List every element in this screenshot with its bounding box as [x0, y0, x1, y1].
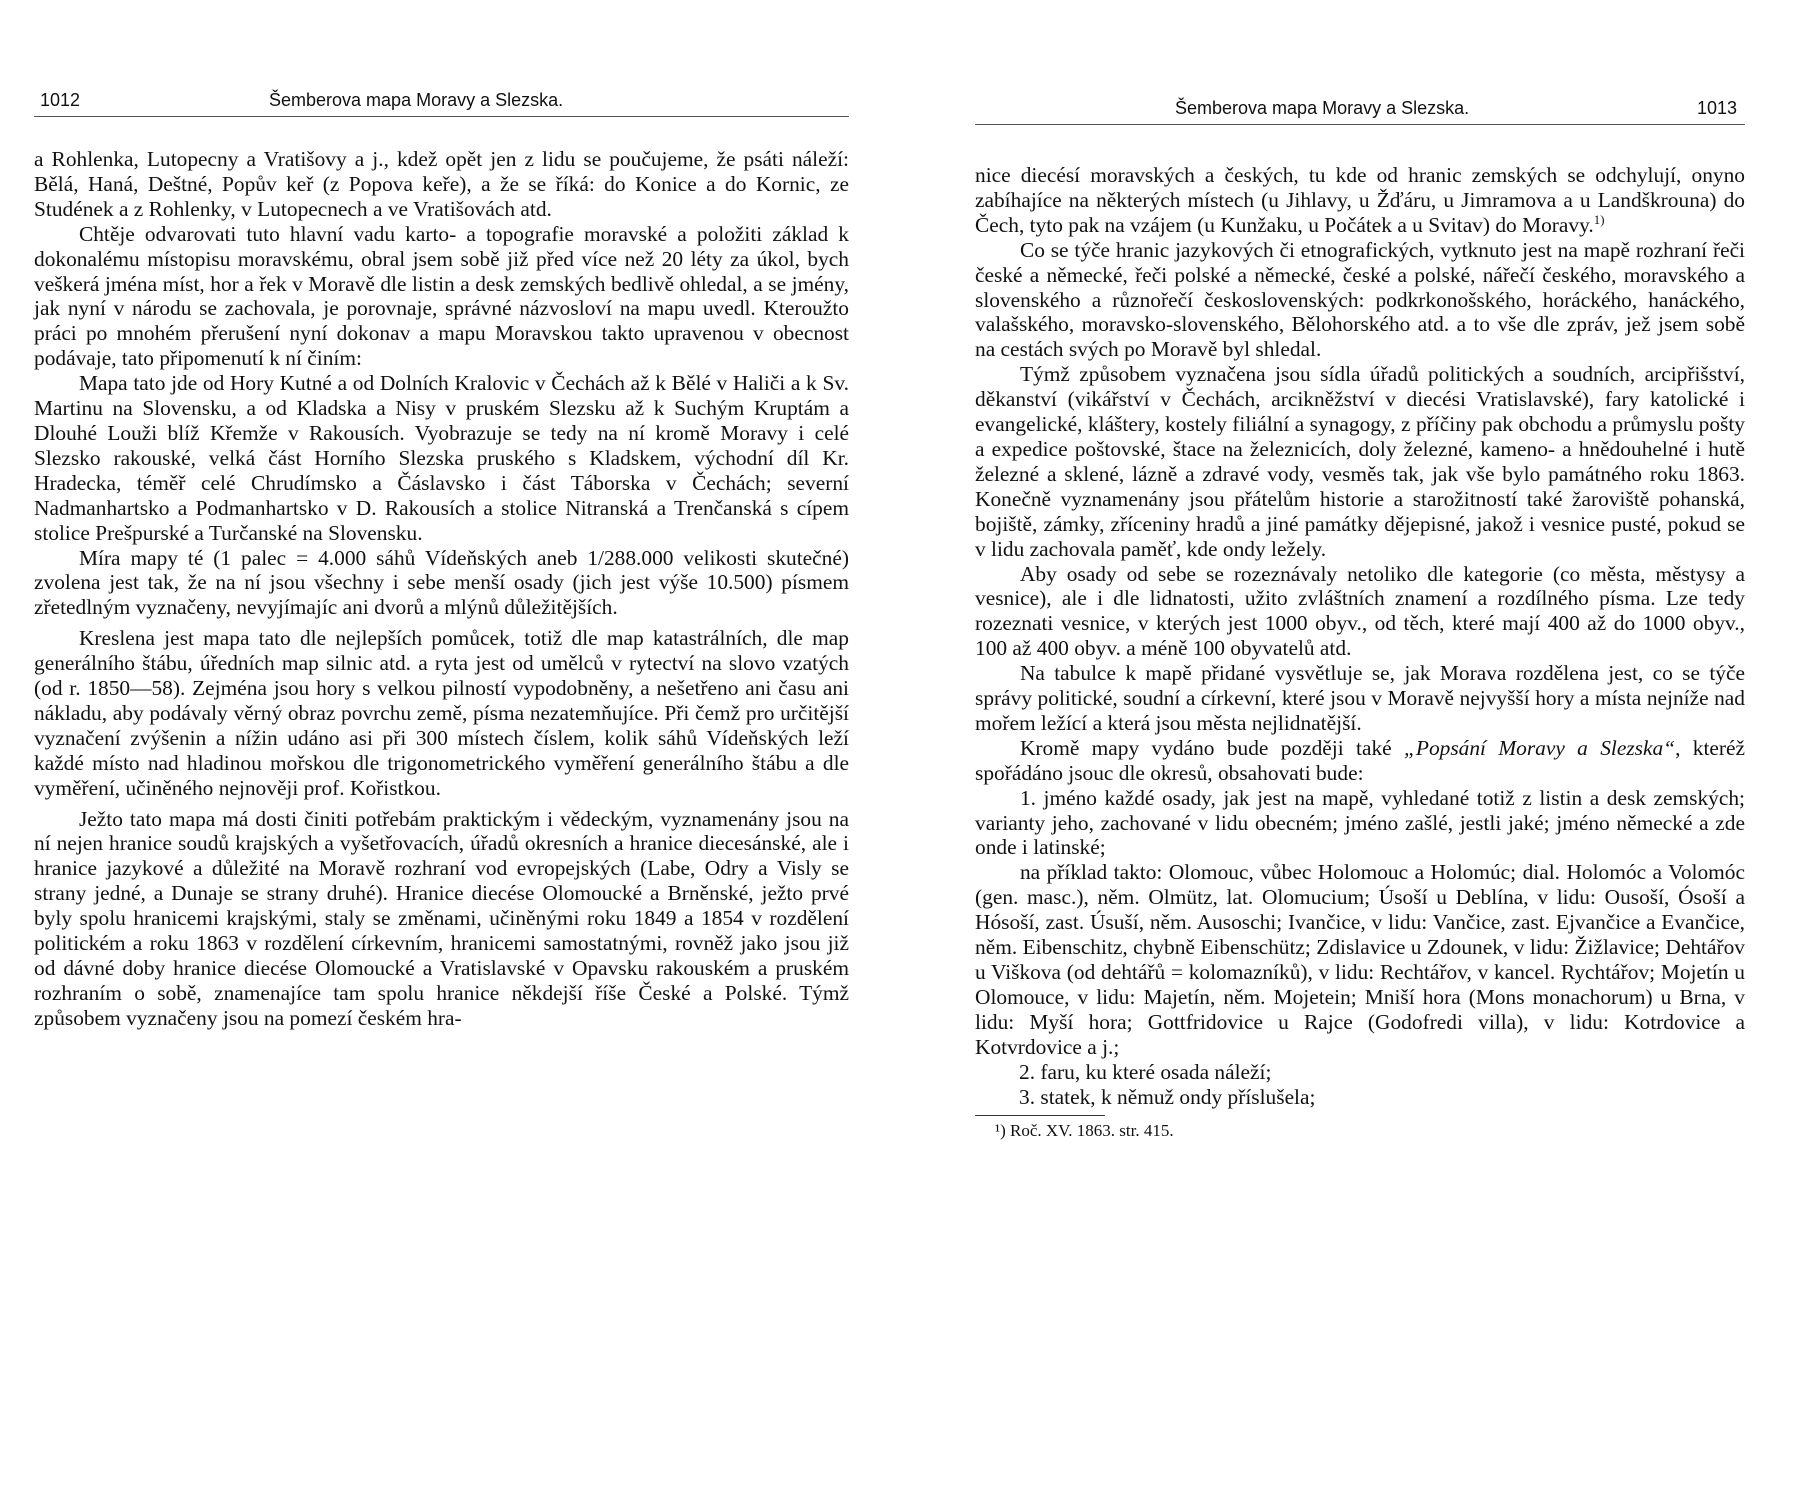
- footnote: ¹) Roč. XV. 1863. str. 415.: [995, 1121, 1174, 1141]
- right-paragraph-1-text: nice diecésí moravských a českých, tu kde od hranic zemských se odchylují, onyno zabíhajíce na některých místech (u Jihlavy, u Žďáru, u Jimramova a u Landškrouna) do Čech, tyto pak na vzájem (u Kunžaku, u Počátek a u Svitav) do Moravy.: [975, 163, 1745, 237]
- popsani-rest: , kteréž spořádáno jsouc dle okresů, obsahovati bude:: [975, 735, 1745, 785]
- right-paragraph-1: [975, 163, 1745, 238]
- left-page-header: [34, 88, 849, 117]
- right-running-title: Šemberova mapa Moravy a Slezska.: [1175, 98, 1470, 118]
- left-paragraph-2: Chtěje odvarovati tuto hlavní vadu karto- a topografie moravské a položiti základ k dokonalému místopisu moravskému, obral jsem sobě již před více než 20 léty za úkol, bych veškerá jména míst, hor a řek v Moravě dle listin a desk zemských bedlivě ohledal, a se jmény, jak nyní v národu se zachovala, je porovnaje, správné názvosloví na mapu uvedl. Kteroužto práci po mnohém přerušení nyní dokonav a mapu Moravskou takto upravenou v obecnost podávaje, tato připomenutí k ní činím:: [34, 221, 849, 371]
- right-page-body: [975, 163, 1745, 1142]
- left-paragraph-3: Mapa tato jde od Hory Kutné a od Dolních Kralovic v Čechách až k Bělé v Haliči a k Sv. Martinu na Slovensku, a od Kladska a Nisy v pruském Slezsku až k Suchým Kruptám a Dlouhé Louži blíž Křemže v Rakousích. Vyobrazuje se tedy na ní kromě Moravy i celé Slezsko rakouské, velká část Horního Slezska pruského s Kladskem, východní díl Kr. Hradecka, téměř celé Chrudímsko a Čáslavsko i část Táborska v Čechách; severní Nadmanhartsko a Podmanhartsko v D. Rakousích a stolice Nitranská a Trenčanská s cípem stolice Prešpurské a Turčanské na Slovensku.: [34, 371, 849, 545]
- left-paragraph-1: a Rohlenka, Lutopecny a Vratišovy a j., kdež opět jen z lidu se poučujeme, že psáti náleží: Bělá, Haná, Deštné, Popův keř (z Popova keře), a že se říká: do Konice a do Kornic, ze Studének a z Rohlenky, v Lutopecnech a ve Vratišovách atd.: [34, 147, 849, 221]
- left-page-number: 1012: [40, 90, 81, 110]
- left-paragraph-6: Ježto tato mapa má dosti činiti potřebám praktickým i vědeckým, vyznamenány jsou na ní nejen hranice soudů krajských a vyšetřovacích, úřadů okresních a hranice diecesánské, ale i hranice jazykové a důležité na Moravě rozhraní vod evropejských (Labe, Odry a Visly se strany jedné, a Dunaje se strany druhé). Hranice diecése Olomoucké a Brněnské, ježto prvé byly spolu hranicemi krajskými, staly se změnami, učiněnými roku 1849 a 1854 v rozdělení politickém a roku 1863 v rozdělení církevním, hranicemi samostatnými, rovněž jako jsou již od dávné doby hranice diecése Olomoucké a Vratislavské v Opavsku rakouském a pruském rozhraním o sobě, znamenajíce tam spolu hranice někdejší říše České a Polské. Týmž způsobem vyznačeny jsou na pomezí českém hra-: [34, 806, 849, 1030]
- list-item-1: 1. jméno každé osady, jak jest na mapě, vyhledané totiž z listin a desk zemských; varianty jeho, zachované v lidu obecném; jméno zašlé, jestli jaké; jméno německé a zde onde i latinské;: [975, 785, 1745, 860]
- left-running-title: Šemberova mapa Moravy a Slezska.: [269, 90, 564, 110]
- right-paragraph-3: Týmž způsobem vyznačena jsou sídla úřadů politických a soudních, arcipřišství, děkanství (vikářství v Čechách, arcikněžství v diecési Vratislavské), fary katolické i evangelické, kláštery, kostely filiální a synagogy, z příčiny pak obchodu a průmyslu pošty a expedice poštovské, štace na železnicích, doly železné, kameno- a hnědouhelné i hutě železné a sklené, lázně a zdravé vody, vesměs tak, jak vše bylo památného roku 1863. Konečně vyznamenány jsou přátelům historie a starožitností také žaroviště pohanská, bojiště, zámky, zříceniny hradů a jiné památky dějepisné, jakož i vesnice pusté, pokud se v lidu zachovala paměť, kde ondy ležely.: [975, 362, 1745, 561]
- footnote-divider: [975, 1115, 1105, 1116]
- right-page-number: 1013: [1696, 98, 1737, 118]
- right-paragraph-5: Na tabulce k mapě přidané vysvětluje se, jak Morava rozdělena jest, co se týče správy politické, soudní a církevní, které jsou v Moravě nejvyšší hory a místa nejníže nad mořem ležící a která jsou města nejlidnatější.: [975, 661, 1745, 735]
- left-page: [34, 0, 849, 1500]
- right-paragraph-4: Aby osady od sebe se rozeznávaly netoliko dle kategorie (co města, městysy a vesnice), ale i dle lidnatosti, užito zvláštních znamení a rozdílného písma. Lze tedy rozeznati vesnice, v kterých jest 1000 obyv., od těch, které mají 400 až do 1000 obyv., 100 až 400 obyv. a méně 100 obyvatelů atd.: [975, 561, 1745, 661]
- left-paragraph-4: Míra mapy té (1 palec = 4.000 sáhů Vídeňských aneb 1/288.000 velikosti skutečné) zvolena jest tak, že na ní jsou všechny i sebe menší osady (jich jest výše 10.500) písmem zřetedlným vyznačeny, nevyjímajíc ani dvorů a mlýnů důležitějších.: [34, 545, 849, 620]
- list-item-2: 2. faru, ku které osada náleží;: [1019, 1059, 1272, 1084]
- left-page-body: [34, 147, 849, 1031]
- right-paragraph-2: Co se týče hranic jazykových či etnografických, vytknuto jest na mapě rozhraní řeči české a německé, řeči polské a německé, české a polské, nářečí českého, moravského a slovenského a různořečí československých: podkrkonošského, horáckého, hanáckého, valašského, moravsko-slovenského, Bělohorského atd. a to vše dle zpráv, jež jsem sobě na cestách svých po Moravě byl shledal.: [975, 237, 1745, 362]
- right-page: [975, 0, 1745, 1500]
- list-item-3: 3. statek, k němuž ondy příslušela;: [1019, 1084, 1316, 1109]
- left-paragraph-5: Kreslena jest mapa tato dle nejlepších pomůcek, totiž dle map katastrálních, dle map generálního štábu, úředních map silnic atd. a ryta jest od umělců v rytectví na slovo vzatých (od r. 1850—58). Zejména jsou hory s velkou pilností vypodobněny, a nešetřeno ani času ani nákladu, aby podávaly věrný obraz povrchu země, písma nezatemňujíce. Při čemž pro určitější vyznačení zvýšenin a nížin udáno asi při 300 místech číslem, kolik sáhů Vídeňských leží každé místo nad hladinou mořskou dle trigonometrického vyměření generálního štábu a dle vyměření, učiněného nejnověji prof. Kořistkou.: [34, 626, 849, 800]
- footnote-marker: 1): [1593, 212, 1605, 227]
- popsani-paragraph: [975, 736, 1745, 786]
- right-page-header: [975, 96, 1745, 125]
- popsani-intro: Kromě mapy vydáno bude později také: [1019, 735, 1404, 760]
- list-item-example: na příklad takto: Olomouc, vůbec Holomouc a Holomúc; dial. Holomóc a Volomóc (gen. masc.), něm. Olmütz, lat. Olomucium; Úsoší u Deblína, v lidu: Ousoší, Ósoší a Hósoší, zast. Úsuší, něm. Ausoschi; Ivančice, v lidu: Vančice, zast. Ejvančice a Evančice, něm. Eibenschitz, chybně Eibenschütz; Zdislavice u Zdounek, v lidu: Žižlavice; Dehtářov u Viškova (od dehtářů = kolomazníků), v lidu: Rechtářov, v kancel. Rychtářov; Mojetín u Olomouce, v lidu: Majetín, něm. Mojetein; Mniší hora (Mons monachorum) u Brna, v lidu: Myší hora; Gottfridovice u Rajce (Godofredi villa), v lidu: Kotrdovice a Kotvrdovice a j.;: [975, 860, 1745, 1059]
- popsani-title: „Popsání Moravy a Slezska“: [1403, 735, 1676, 760]
